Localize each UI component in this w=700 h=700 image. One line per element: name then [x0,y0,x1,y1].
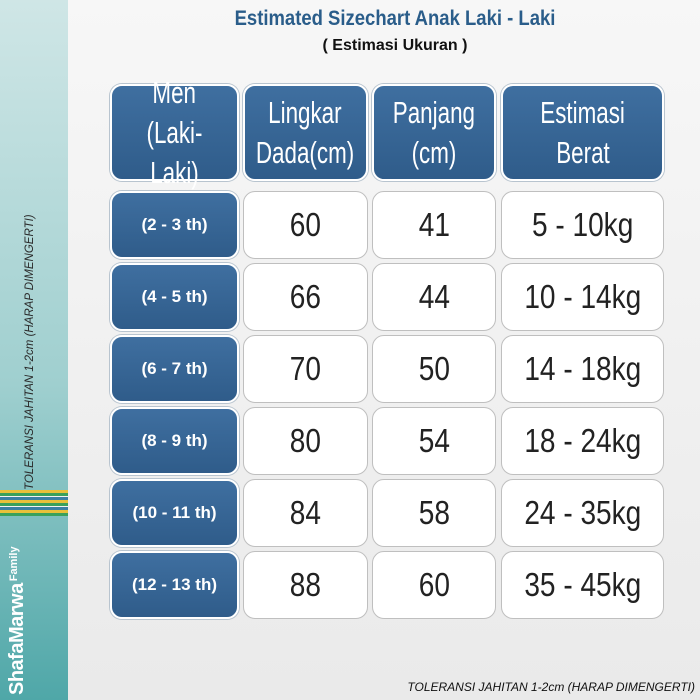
chest-value-text: 66 [289,278,322,315]
chest-value [243,551,368,619]
length-value-text: 41 [418,206,450,243]
chest-value-text: 60 [289,206,322,243]
color-stripes [0,490,68,516]
header-chest [243,84,368,181]
chest-value-text: 70 [289,350,322,387]
header-weight-line1: Estimasi [540,94,625,130]
weight-value-text: 35 - 45kg [524,566,641,603]
row-age-label: (8 - 9 th) [110,407,239,475]
header-length [372,84,496,181]
header-men-line1: Men [152,74,197,110]
chest-value-text: 88 [289,566,322,603]
weight-value-text: 24 - 35kg [524,494,641,531]
chest-value [243,263,368,331]
length-value-text: 54 [418,422,450,459]
chest-value [243,191,368,259]
length-value [372,191,496,259]
chest-value-text: 80 [289,422,322,459]
row-age-label: (4 - 5 th) [110,263,239,331]
weight-value [501,479,664,547]
length-value-text: 60 [418,566,450,603]
brand-name: ShafaMarwa [6,583,28,695]
weight-value-text: 10 - 14kg [524,278,641,315]
weight-value [501,407,664,475]
chest-value [243,479,368,547]
page-title: Estimated Sizechart Anak Laki - Laki [234,7,556,30]
length-value [372,335,496,403]
row-age-label: (2 - 3 th) [110,191,239,259]
length-value [372,407,496,475]
header-weight [501,84,664,181]
brand-tag: Family [8,546,20,582]
row-age-label: (12 - 13 th) [110,551,239,619]
weight-value-text: 18 - 24kg [524,422,641,459]
length-value [372,263,496,331]
chest-value-text: 84 [289,494,322,531]
side-tolerance-note: TOLERANSI JAHITAN 1-2cm (HARAP DIMENGERTI) [24,214,36,490]
header-weight-line2: Berat [555,134,610,170]
length-value-text: 58 [418,494,450,531]
weight-value [501,263,664,331]
chest-value [243,335,368,403]
brand-logo [6,525,29,695]
header-length-line2: (cm) [411,134,457,170]
weight-value [501,335,664,403]
weight-value-text: 5 - 10kg [531,206,634,243]
row-age-label: (10 - 11 th) [110,479,239,547]
length-value [372,551,496,619]
header-men [110,74,239,190]
chest-value [243,407,368,475]
header-chest-line2: Dada(cm) [256,134,355,170]
weight-value-text: 14 - 18kg [524,350,641,387]
bottom-tolerance-note: TOLERANSI JAHITAN 1-2cm (HARAP DIMENGERTI) [407,680,695,694]
row-age-label: (6 - 7 th) [110,335,239,403]
weight-value [501,191,664,259]
length-value-text: 44 [418,278,450,315]
weight-value [501,551,664,619]
header-length-line1: Panjang [392,94,476,130]
page-subtitle: ( Estimasi Ukuran ) [322,37,468,54]
length-value [372,479,496,547]
header-chest-line1: Lingkar [268,94,343,130]
length-value-text: 50 [418,350,450,387]
header-men-line2: (Laki-Laki) [146,114,203,190]
